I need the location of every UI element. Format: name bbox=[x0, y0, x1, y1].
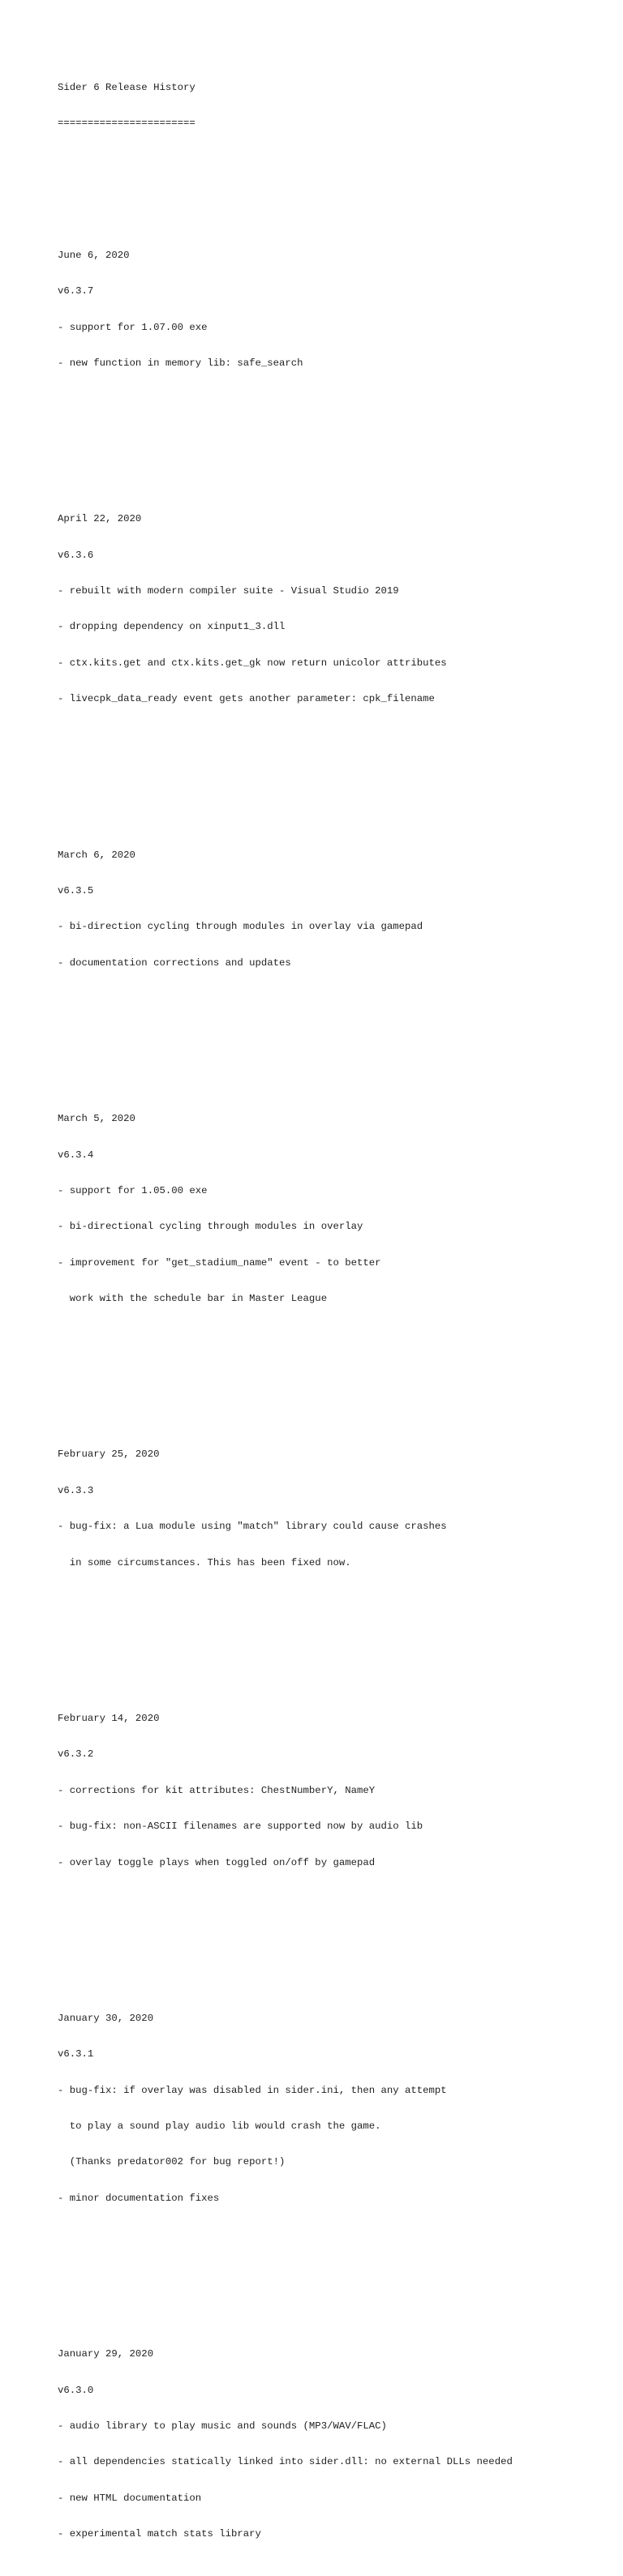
release-entry bbox=[58, 2325, 617, 2565]
release-date: February 25, 2020 bbox=[58, 1448, 160, 1461]
release-entry bbox=[58, 1425, 617, 1593]
spacer bbox=[58, 1617, 617, 1653]
release-note-line: - overlay toggle plays when toggled on/off by gamepad bbox=[58, 1856, 376, 1868]
document-title: Sider 6 Release History bbox=[58, 81, 195, 93]
release-version: v6.3.6 bbox=[58, 549, 94, 561]
release-note-line: - audio library to play music and sounds (MP3/WAV/FLAC) bbox=[58, 2420, 387, 2432]
release-note-line: - bi-direction cycling through modules in overlay via gamepad bbox=[58, 921, 423, 933]
release-note-line: - livecpk_data_ready event gets another parameter: cpk_filename bbox=[58, 693, 435, 705]
release-date: April 22, 2020 bbox=[58, 513, 142, 525]
release-entry bbox=[58, 490, 617, 730]
release-note-line: - minor documentation fixes bbox=[58, 2192, 220, 2204]
release-date: January 30, 2020 bbox=[58, 2012, 154, 2024]
release-note-line: - new function in memory lib: safe_search bbox=[58, 357, 303, 369]
spacer bbox=[58, 753, 617, 789]
release-version: v6.3.4 bbox=[58, 1149, 94, 1161]
release-entry bbox=[58, 225, 617, 393]
release-note-line: - improvement for "get_stadium_name" event - to better bbox=[58, 1256, 381, 1269]
release-version: v6.3.0 bbox=[58, 2384, 94, 2396]
release-version: v6.3.3 bbox=[58, 1484, 94, 1496]
release-note-line: - all dependencies statically linked into sider.dll: no external DLLs needed bbox=[58, 2456, 513, 2468]
release-note-line: - new HTML documentation bbox=[58, 2492, 202, 2504]
release-note-line: to play a sound play audio lib would crash the game. bbox=[58, 2120, 381, 2133]
release-entry bbox=[58, 825, 617, 993]
release-note-line: work with the schedule bar in Master League bbox=[58, 1293, 328, 1305]
release-note-line: - dropping dependency on xinput1_3.dll bbox=[58, 621, 286, 633]
release-note-line: - corrections for kit attributes: ChestNumberY, NameY bbox=[58, 1784, 376, 1796]
release-version: v6.3.5 bbox=[58, 884, 94, 896]
spacer bbox=[58, 153, 617, 189]
release-note-line: - bug-fix: if overlay was disabled in sider.ini, then any attempt bbox=[58, 2084, 447, 2096]
release-note-line: - rebuilt with modern compiler suite - Visual Studio 2019 bbox=[58, 585, 399, 597]
release-note-line: - bi-directional cycling through modules in overlay bbox=[58, 1221, 363, 1233]
release-entry bbox=[58, 1089, 617, 1329]
release-note-line: - bug-fix: non-ASCII filenames are supported now by audio lib bbox=[58, 1821, 423, 1833]
release-note-line: (Thanks predator002 for bug report!) bbox=[58, 2156, 286, 2168]
release-entry bbox=[58, 1688, 617, 1893]
release-version: v6.3.2 bbox=[58, 1748, 94, 1761]
release-history-document bbox=[58, 58, 617, 2576]
release-version: v6.3.1 bbox=[58, 2048, 94, 2060]
release-date: June 6, 2020 bbox=[58, 249, 130, 261]
title-underline: ======================= bbox=[58, 117, 195, 129]
release-note-line: - experimental match stats library bbox=[58, 2528, 261, 2540]
release-note-line: - support for 1.07.00 exe bbox=[58, 321, 208, 333]
release-note-line: - ctx.kits.get and ctx.kits.get_gk now return unicolor attributes bbox=[58, 657, 447, 669]
release-note-line: - documentation corrections and updates bbox=[58, 956, 291, 969]
release-entry bbox=[58, 1988, 617, 2228]
release-version: v6.3.7 bbox=[58, 285, 94, 297]
release-date: March 5, 2020 bbox=[58, 1113, 135, 1125]
spacer bbox=[58, 417, 617, 453]
release-note-line: in some circumstances. This has been fixed now. bbox=[58, 1556, 351, 1568]
release-date: February 14, 2020 bbox=[58, 1712, 160, 1724]
release-date: January 29, 2020 bbox=[58, 2348, 154, 2360]
release-note-line: - bug-fix: a Lua module using "match" library could cause crashes bbox=[58, 1521, 447, 1533]
release-date: March 6, 2020 bbox=[58, 849, 135, 861]
release-note-line: - support for 1.05.00 exe bbox=[58, 1184, 208, 1196]
spacer bbox=[58, 2253, 617, 2288]
spacer bbox=[58, 1917, 617, 1953]
spacer bbox=[58, 1017, 617, 1053]
spacer bbox=[58, 1353, 617, 1389]
